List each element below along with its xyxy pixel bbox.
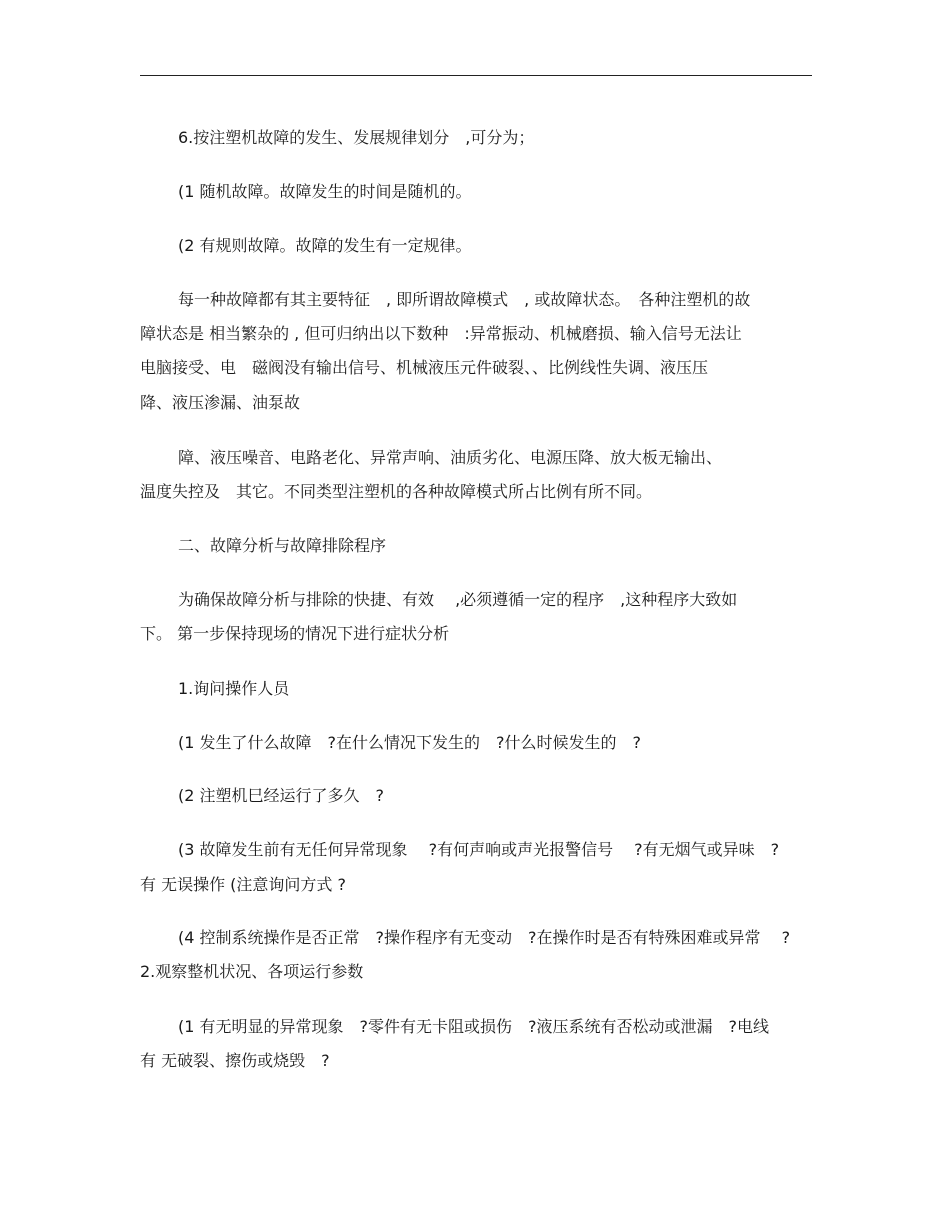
header-rule [140,75,812,76]
paragraph-line: (4 控制系统操作是否正常 ?操作程序有无变动 ?在操作时是否有特殊困难或异常 ? [178,928,791,947]
paragraph-line: 6.按注塑机故障的发生、发展规律划分 ,可分为； [178,128,535,147]
paragraph-line: 为确保故障分析与排除的快捷、有效 ,必须遵循一定的程序 ,这种程序大致如 [178,590,738,609]
paragraph-line: 障状态是 相当繁杂的 , 但可归纳出以下数种 :异常振动、机械磨损、输入信号无法让 [140,324,742,343]
paragraph-line: (2 有规则故障。故障的发生有一定规律。 [178,236,472,255]
paragraph-line: 降、液压渗漏、油泵故 [140,393,301,412]
paragraph-line: 每一种故障都有其主要特征 , 即所谓故障模式 , 或故障状态。 各种注塑机的故 [178,290,751,309]
paragraph-line: 障、液压噪音、电路老化、异常声响、油质劣化、电源压降、放大板无输出、 [178,448,723,467]
paragraph-line: 有 无误操作 (注意询问方式 ? [140,875,346,894]
paragraph-line: (3 故障发生前有无任何异常现象 ?有何声响或声光报警信号 ?有无烟气或异味 ? [178,840,780,859]
paragraph-line: (1 有无明显的异常现象 ?零件有无卡阻或损伤 ?液压系统有否松动或泄漏 ?电线 [178,1017,769,1036]
paragraph-line: 电脑接受、电 磁阀没有输出信号、机械液压元件破裂、、比例线性失调、液压压 [140,358,709,377]
paragraph-line: (1 发生了什么故障 ?在什么情况下发生的 ?什么时候发生的 ? [178,733,641,752]
paragraph-line: 温度失控及 其它。不同类型注塑机的各种故障模式所占比例有所不同。 [140,482,653,501]
section-heading: 二、故障分析与故障排除程序 [178,536,387,555]
paragraph-line: 下。 第一步保持现场的情况下进行症状分析 [140,624,450,643]
paragraph-line: 1.询问操作人员 [178,679,290,698]
paragraph-line: (1 随机故障。故障发生的时间是随机的。 [178,182,472,201]
paragraph-line: (2 注塑机巳经运行了多久 ? [178,786,385,805]
paragraph-line: 有 无破裂、擦伤或烧毁 ? [140,1051,330,1070]
paragraph-line: 2.观察整机状况、各项运行参数 [140,962,364,981]
